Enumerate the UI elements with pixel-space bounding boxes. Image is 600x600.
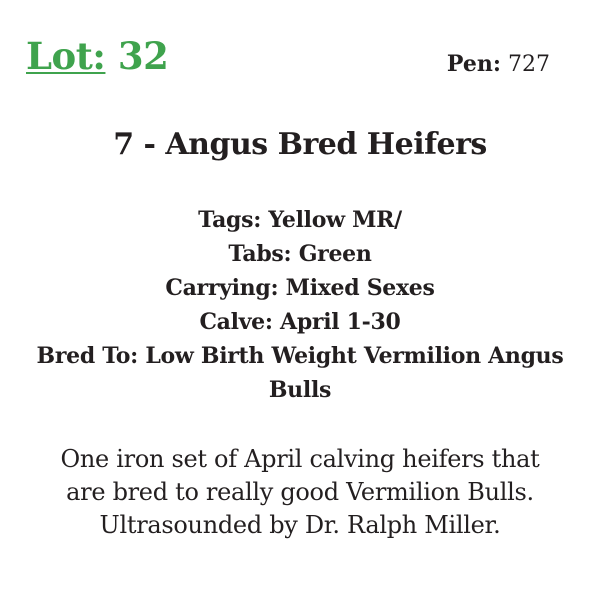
detail-calve: Calve: April 1-30: [199, 309, 401, 335]
detail-tabs: Tabs: Green: [228, 241, 372, 267]
detail-bred-to: Bred To: Low Birth Weight Vermilion Angus: [36, 343, 564, 369]
lot-value: 32: [117, 34, 169, 78]
pen-number: [447, 53, 550, 76]
lot-number: [26, 34, 169, 78]
lot-label: Lot:: [26, 34, 106, 78]
pen-value: 727: [508, 52, 550, 77]
description-line: One iron set of April calving heifers that: [60, 445, 540, 473]
lot-details: [20, 203, 580, 407]
detail-tags: Tags: Yellow MR/: [198, 207, 402, 233]
pen-label: Pen:: [446, 51, 501, 77]
lot-title: 7 - Angus Bred Heifers: [113, 127, 487, 162]
description-line: are bred to really good Vermilion Bulls.: [66, 478, 534, 506]
description-line: Ultrasounded by Dr. Ralph Miller.: [99, 511, 501, 539]
lot-description: [20, 443, 580, 542]
detail-bred-to-continued: Bulls: [268, 377, 332, 403]
detail-carrying: Carrying: Mixed Sexes: [165, 275, 435, 301]
